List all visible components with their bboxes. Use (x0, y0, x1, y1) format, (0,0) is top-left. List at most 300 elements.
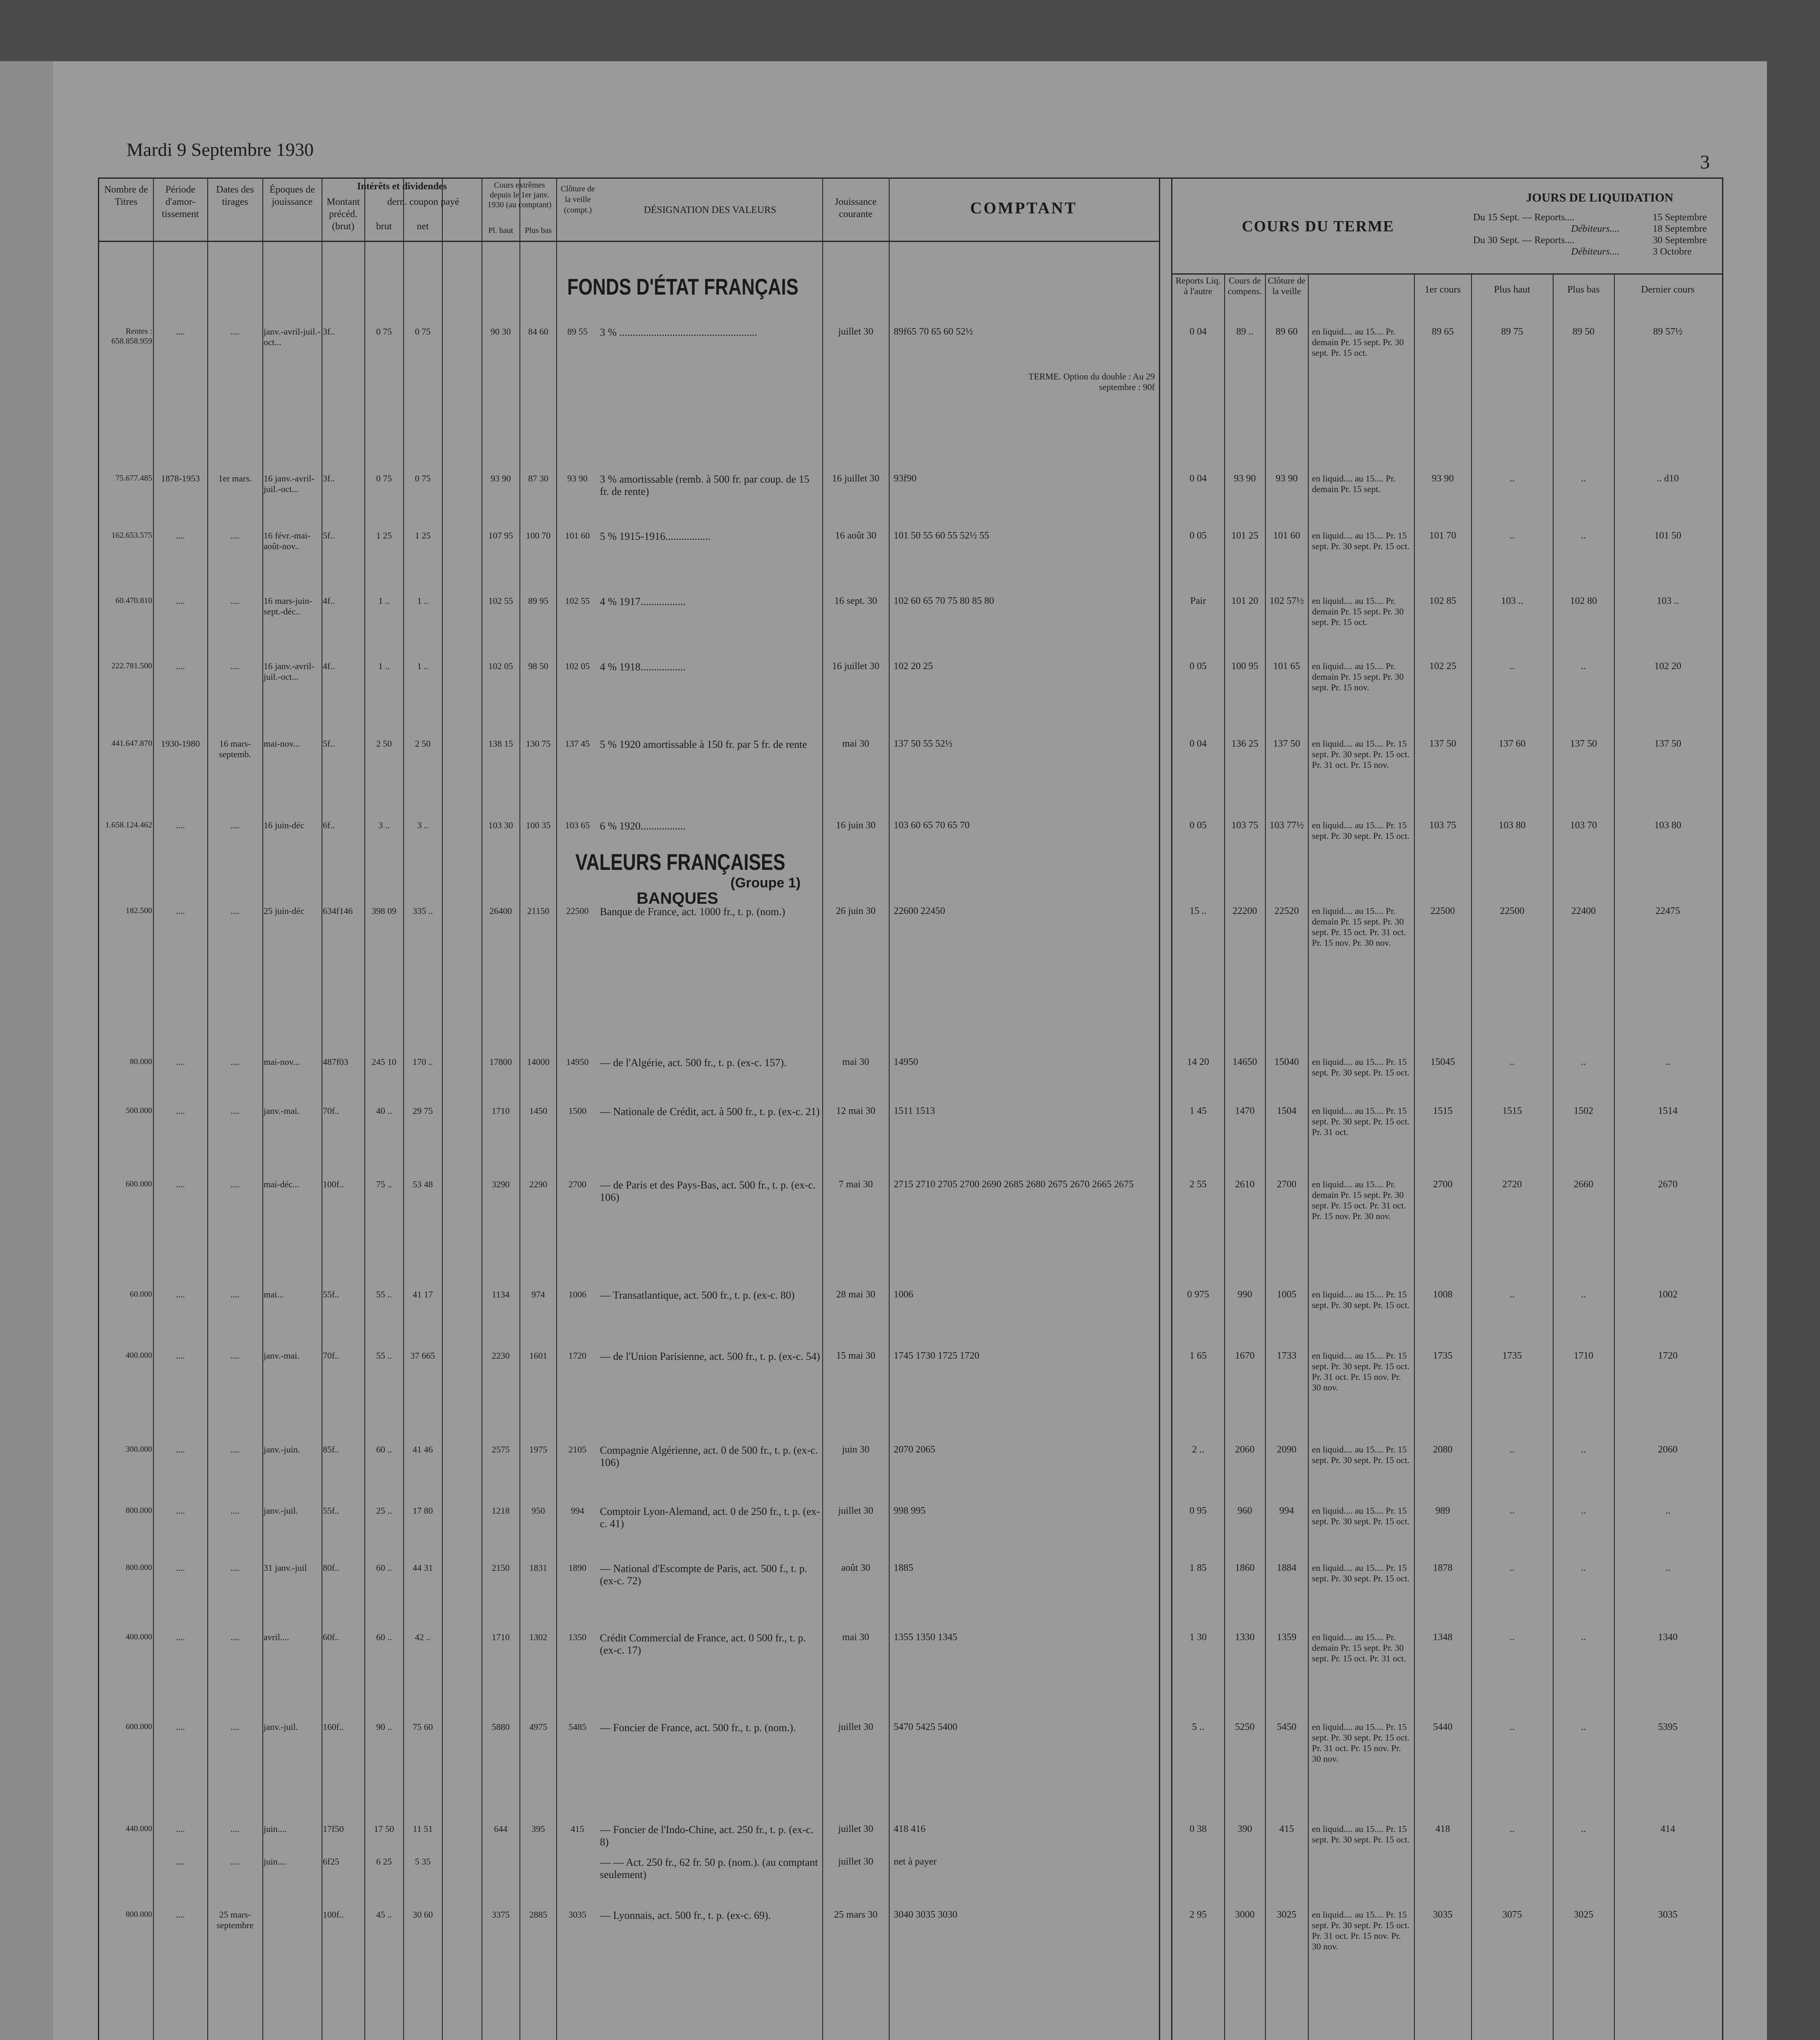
cell-dernier: 101 50 (1654, 530, 1681, 541)
cell-montant: 634f146 (323, 906, 353, 916)
cell-cloture: 1005 (1277, 1289, 1296, 1300)
cell-montant: 4f.. (323, 596, 335, 606)
cell-phaut: 2720 (1502, 1179, 1522, 1190)
cell-liq: en liquid.... au 15.... Pr. demain Pr. 15 sept. Pr. 30 sept. Pr. 15 nov. (1312, 661, 1404, 692)
cell-comptant: 2715 2710 2705 2700 2690 2685 2680 2675 2670 2665 2675 (894, 1179, 1134, 1190)
cell-epoques: mai-déc... (264, 1179, 300, 1189)
table-row (53, 530, 1767, 551)
cell-jouis: 16 juillet 30 (832, 661, 879, 672)
cell-nombre: 440.000 (126, 1824, 152, 1833)
cell-liq: en liquid.... au 15.... Pr. 15 sept. Pr. 30 sept. Pr. 15 oct. Pr. 31 oct. Pr. 15 nov. Pr. 30 nov. (1312, 1909, 1409, 1951)
cell-compens: 136 25 (1231, 738, 1258, 749)
cell-cloture: 101 65 (1273, 661, 1300, 672)
cell-pbas: 89 50 (1572, 326, 1595, 337)
table-row (53, 1057, 1767, 1078)
cell-dates: .... (231, 1057, 240, 1067)
cell-design: — National d'Escompte de Paris, act. 500 f., t. p. (ex-c. 72) (600, 1563, 807, 1587)
cell-montant: 160f.. (323, 1722, 344, 1732)
cell-net: 335 .. (413, 906, 433, 916)
cell-dates: .... (231, 1563, 240, 1573)
cell-periode: .... (176, 1350, 185, 1361)
cell-phaut: 89 75 (1501, 326, 1523, 337)
cell-clot: 1350 (568, 1632, 586, 1642)
col-cours-extremes: Cours extrêmes depuis le 1er janv. 1930 (au comptant) (487, 181, 552, 209)
cell-pbas: .. (1581, 1289, 1586, 1300)
cell-compens: 2060 (1235, 1444, 1255, 1455)
cell-compens: 14650 (1232, 1057, 1257, 1067)
cell-design: 4 % 1918................. (600, 661, 686, 673)
liquidation-l4v: 3 Octobre (1653, 246, 1692, 257)
cell-brut: 2 50 (376, 738, 392, 749)
cell-epoques: mai-nov... (264, 1057, 300, 1067)
cell-reports: 15 .. (1190, 906, 1207, 916)
cell-compens: 1470 (1235, 1106, 1255, 1116)
cell-periode: .... (176, 820, 185, 830)
cell-haut: 102 55 (488, 596, 513, 606)
cell-haut: 3375 (492, 1909, 510, 1920)
cell-brut: 398 09 (371, 906, 397, 916)
cell-design: — Nationale de Crédit, act. à 500 fr., t. p. (ex-c. 21) (600, 1106, 820, 1118)
cell-net: 170 .. (413, 1057, 433, 1067)
cell-dernier: 2670 (1658, 1179, 1678, 1190)
cell-phaut: .. (1509, 473, 1515, 484)
cell-clot: 1500 (568, 1106, 586, 1116)
cell-clot: 22500 (566, 906, 589, 916)
cell-pbas: 137 50 (1570, 738, 1597, 749)
cell-jouis: 16 sept. 30 (834, 596, 877, 606)
cell-design: — Transatlantique, act. 500 fr., t. p. (ex-c. 80) (600, 1289, 795, 1301)
cell-phaut: .. (1509, 1506, 1515, 1516)
cell-nombre: 800.000 (126, 1506, 152, 1515)
cell-compens: 101 20 (1231, 596, 1258, 606)
cell-epoques: janv.-juil. (264, 1722, 298, 1732)
table-row (53, 1106, 1767, 1137)
cell-epoques: 16 févr.-mai-août-nov.. (264, 530, 311, 551)
table-row (53, 1563, 1767, 1587)
cell-periode: .... (176, 1909, 185, 1920)
cell-clot: 994 (570, 1506, 584, 1516)
cell-net: 2 50 (415, 738, 431, 749)
cell-net: 42 .. (415, 1632, 431, 1642)
cell-nombre: Rentes : 658.858.959 (111, 327, 152, 346)
cell-cloture: 102 57½ (1270, 596, 1304, 606)
cell-liq: en liquid.... au 15.... Pr. 15 sept. Pr. 30 sept. Pr. 15 oct. (1312, 1506, 1409, 1526)
cell-dernier: .. (1665, 1057, 1670, 1067)
cell-haut: 2230 (492, 1350, 510, 1361)
cell-liq: en liquid.... au 15.... Pr. 15 sept. Pr. 30 sept. Pr. 15 oct. (1312, 1289, 1409, 1310)
cell-brut: 75 .. (376, 1179, 392, 1189)
cell-jouis: mai 30 (842, 1057, 869, 1067)
cell-premier: 5440 (1433, 1722, 1453, 1732)
cell-comptant: 93f90 (894, 473, 917, 484)
cell-premier: 3035 (1433, 1909, 1453, 1920)
cell-brut: 90 .. (376, 1722, 392, 1732)
cell-pbas: 3025 (1574, 1909, 1594, 1920)
cell-liq: en liquid.... au 15.... Pr. demain Pr. 15 sept. Pr. 30 sept. Pr. 15 oct. Pr. 31 oct. Pr. 15 nov. Pr. 30 nov. (1312, 906, 1406, 948)
cell-net: 75 60 (413, 1722, 433, 1732)
cell-comptant: 418 416 (894, 1824, 926, 1834)
liquidation-l2: Débiteurs.... (1571, 224, 1620, 234)
cell-comptant: 998 995 (894, 1506, 926, 1516)
cell-bas: 98 50 (528, 661, 548, 671)
cell-liq: en liquid.... au 15.... Pr. 15 sept. Pr. 30 sept. Pr. 15 oct. Pr. 31 oct. (1312, 1106, 1409, 1137)
cell-dates: 1er mars. (218, 473, 252, 483)
cell-clot: 93 90 (567, 473, 588, 483)
cell-cloture: 15040 (1274, 1057, 1299, 1067)
cell-premier: 2700 (1433, 1179, 1453, 1190)
cell-compens: 990 (1237, 1289, 1252, 1300)
cell-bas: 100 35 (526, 820, 551, 830)
cell-liq: en liquid.... au 15.... Pr. demain Pr. 15 sept. Pr. 30 sept. Pr. 15 oct. (1312, 326, 1404, 358)
cell-jouis: juillet 30 (838, 326, 873, 337)
cell-brut: 1 25 (376, 530, 392, 541)
cell-phaut: 1735 (1502, 1350, 1522, 1361)
cell-dernier: .. (1665, 1563, 1670, 1573)
cell-compens: 390 (1237, 1824, 1252, 1834)
cell-montant: 4f.. (323, 661, 335, 671)
cell-pbas: .. (1581, 1563, 1586, 1573)
cell-compens: 103 75 (1231, 820, 1258, 831)
cell-clot: 415 (570, 1824, 584, 1834)
cell-premier: 1878 (1433, 1563, 1453, 1573)
cell-design: 4 % 1917................. (600, 596, 686, 608)
cell-liq: en liquid.... au 15.... Pr. 15 sept. Pr. 30 sept. Pr. 15 oct. (1312, 1563, 1409, 1583)
cell-nombre: 800.000 (126, 1910, 152, 1919)
page-number: 3 (1700, 151, 1710, 173)
cell-periode: .... (176, 1444, 185, 1455)
cell-pbas: .. (1581, 1824, 1586, 1834)
cell-dernier: 2060 (1658, 1444, 1678, 1455)
cell-periode: .... (176, 1722, 185, 1732)
cell-comptant: 89f65 70 65 60 52½ (894, 326, 973, 337)
cell-bas: 89 95 (528, 596, 548, 606)
cell-pbas: .. (1581, 1506, 1586, 1516)
cell-comptant: 1745 1730 1725 1720 (894, 1350, 979, 1361)
cell-periode: 1930-1980 (161, 738, 200, 749)
cell-dernier: 3035 (1658, 1909, 1678, 1920)
col-plus-haut: Plus haut (1494, 284, 1530, 295)
cell-periode: .... (176, 661, 185, 671)
cell-phaut: 137 60 (1498, 738, 1526, 749)
cell-premier: 1348 (1433, 1632, 1453, 1643)
col-dernier-cours: Dernier cours (1641, 284, 1695, 295)
cell-jouis: 28 mai 30 (836, 1289, 875, 1300)
cell-dernier: 1002 (1658, 1289, 1678, 1300)
cell-nombre: 60.000 (130, 1290, 152, 1299)
cell-epoques: 16 juin-déc (264, 820, 304, 830)
cell-pbas: 1502 (1574, 1106, 1594, 1116)
liquidation-l3: Du 30 Sept. — Reports.... (1473, 235, 1575, 246)
cell-reports: 0 04 (1190, 473, 1207, 484)
cell-haut: 1218 (492, 1506, 510, 1516)
cell-epoques: mai-nov... (264, 738, 300, 749)
cell-dernier: 137 50 (1654, 738, 1681, 749)
cell-epoques: avril.... (264, 1632, 289, 1642)
cell-dernier: 103 .. (1657, 596, 1679, 606)
cell-dates: .... (231, 906, 240, 916)
cell-periode: .... (176, 1856, 185, 1867)
cell-phaut: .. (1509, 661, 1515, 672)
col-epoques: Époques de jouissance (269, 184, 315, 207)
cell-clot: 1006 (568, 1289, 586, 1299)
cell-net: 29 75 (413, 1106, 433, 1116)
section-valeurs-francaises: VALEURS FRANÇAISES (575, 849, 786, 875)
cell-compens: 5250 (1235, 1722, 1255, 1732)
cell-design: 5 % 1915-1916................. (600, 530, 710, 542)
cell-dernier: .. d10 (1657, 473, 1679, 484)
cell-montant: 85f.. (323, 1444, 340, 1455)
cell-premier: 102 85 (1429, 596, 1456, 606)
cell-dates: .... (231, 1632, 240, 1642)
cell-cloture: 1504 (1277, 1106, 1296, 1116)
cell-periode: .... (176, 1563, 185, 1573)
cell-design: Comptoir Lyon-Alemand, act. 0 de 250 fr., t. p. (ex-c. 41) (600, 1506, 820, 1530)
col-cloture-veille: Clôture de la veille (1267, 275, 1306, 296)
cell-brut: 6 25 (376, 1856, 392, 1867)
cell-net: 3 .. (417, 820, 428, 830)
liquidation-l4: Débiteurs.... (1571, 246, 1620, 257)
cell-premier: 1735 (1433, 1350, 1453, 1361)
table-row (53, 661, 1767, 692)
cell-epoques: 25 juin-déc (264, 906, 304, 916)
cell-design: — Foncier de l'Indo-Chine, act. 250 fr., t. p. (ex-c. 8) (600, 1824, 814, 1848)
cell-periode: .... (176, 326, 185, 337)
cell-pbas: 22400 (1571, 906, 1596, 916)
cell-clot: 102 05 (565, 661, 590, 671)
cell-jouis: 16 août 30 (835, 530, 877, 541)
cell-bas: 84 60 (528, 326, 548, 337)
cell-dates: .... (231, 1289, 240, 1299)
cell-compens: 89 .. (1236, 326, 1254, 337)
col-comptant: COMPTANT (970, 199, 1077, 217)
cell-premier: 101 70 (1429, 530, 1456, 541)
cell-compens: 93 90 (1234, 473, 1256, 484)
cell-reports: 0 05 (1190, 530, 1207, 541)
cell-dates: .... (231, 1106, 240, 1116)
cell-liq: en liquid.... au 15.... Pr. 15 sept. Pr. 30 sept. Pr. 15 oct. (1312, 1057, 1409, 1078)
table-row (53, 1289, 1767, 1310)
cell-comptant: 137 50 55 52½ (894, 738, 952, 749)
cell-phaut: .. (1509, 530, 1515, 541)
cell-brut: 55 .. (376, 1350, 392, 1361)
cell-pbas: .. (1581, 473, 1586, 484)
cell-jouis: 26 juin 30 (836, 906, 876, 916)
cell-net: 37 665 (410, 1350, 435, 1361)
cell-epoques: juin.... (264, 1824, 287, 1834)
table-row (53, 1722, 1767, 1764)
cell-reports: 0 04 (1190, 738, 1207, 749)
cell-premier: 22500 (1430, 906, 1455, 916)
cell-epoques: juin.... (264, 1856, 287, 1867)
cell-comptant: 2070 2065 (894, 1444, 935, 1455)
cell-design: — de l'Union Parisienne, act. 500 fr., t. p. (ex-c. 54) (600, 1350, 820, 1362)
cell-brut: 245 10 (371, 1057, 397, 1067)
cell-dates: .... (231, 1179, 240, 1189)
cell-montant: 5f.. (323, 738, 335, 749)
cell-montant: 487f03 (323, 1057, 348, 1067)
liquidation-l1: Du 15 Sept. — Reports.... (1473, 212, 1575, 223)
cell-comptant: 1006 (894, 1289, 913, 1300)
cell-nombre: 182.500 (126, 906, 152, 915)
cell-liq: en liquid.... au 15.... Pr. 15 sept. Pr. 30 sept. Pr. 15 oct. (1312, 1444, 1409, 1465)
cell-liq: en liquid.... au 15.... Pr. demain Pr. 15 sept. Pr. 30 sept. Pr. 15 oct. Pr. 31 oct. Pr. 15 nov. Pr. 30 nov. (1312, 1179, 1406, 1221)
cell-reports: 1 85 (1190, 1563, 1207, 1573)
col-dates: Dates des tirages (216, 184, 254, 207)
cell-clot: 137 45 (565, 738, 590, 749)
cell-montant: 100f.. (323, 1179, 344, 1189)
cell-liq: en liquid.... au 15.... Pr. demain Pr. 15 sept. (1312, 473, 1396, 494)
col-pl-haut: Pl. haut (488, 226, 513, 235)
cell-compens: 2610 (1235, 1179, 1255, 1190)
cell-haut: 103 30 (488, 820, 513, 830)
cell-dates: 25 mars-septembre (216, 1909, 254, 1930)
col-dern-coupon: dern. coupon payé (387, 197, 459, 207)
cell-design: — de l'Algérie, act. 500 fr., t. p. (ex-c. 157). (600, 1057, 787, 1069)
cell-reports: 1 45 (1190, 1106, 1207, 1116)
cell-bas: 395 (531, 1824, 545, 1834)
table-row (53, 1444, 1767, 1468)
cell-reports: 5 .. (1192, 1722, 1204, 1732)
cell-net: 30 60 (413, 1909, 433, 1920)
cell-nombre: 400.000 (126, 1632, 152, 1641)
col-cours-compens: Cours de compens. (1227, 275, 1262, 296)
cell-jouis: 12 mai 30 (836, 1106, 875, 1116)
cell-design: — Lyonnais, act. 500 fr., t. p. (ex-c. 69). (600, 1909, 771, 1921)
cell-brut: 0 75 (376, 326, 392, 337)
cell-pbas: .. (1581, 1057, 1586, 1067)
cell-brut: 25 .. (376, 1506, 392, 1516)
cell-clot: 101 60 (565, 530, 590, 541)
cell-liq: en liquid.... au 15.... Pr. demain Pr. 15 sept. Pr. 30 sept. Pr. 15 oct. (1312, 596, 1404, 627)
cell-haut: 1134 (492, 1289, 510, 1299)
cell-nombre: 75.677.485 (115, 474, 152, 483)
cell-dates: .... (231, 530, 240, 541)
cell-cloture: 1359 (1277, 1632, 1296, 1643)
cell-comptant: 1511 1513 (894, 1106, 935, 1116)
cell-pbas: 1710 (1574, 1350, 1594, 1361)
cell-periode: .... (176, 1057, 185, 1067)
cell-haut: 17800 (489, 1057, 512, 1067)
cell-dernier: 1514 (1658, 1106, 1678, 1116)
cell-periode: .... (176, 1824, 185, 1834)
cell-dernier: 103 80 (1654, 820, 1681, 831)
col-cours-terme: COURS DU TERME (1242, 218, 1394, 235)
col-nombre: Nombre de Titres (104, 184, 148, 207)
cell-design: Crédit Commercial de France, act. 0 500 fr., t. p. (ex-c. 17) (600, 1632, 806, 1656)
cell-brut: 60 .. (376, 1632, 392, 1642)
cell-nombre: 60.470.810 (115, 596, 152, 605)
cell-brut: 55 .. (376, 1289, 392, 1299)
cell-periode: 1878-1953 (161, 473, 200, 483)
cell-clot: 1890 (568, 1563, 586, 1573)
previous-page-edge (0, 61, 53, 2040)
cell-design: 5 % 1920 amortissable à 150 fr. par 5 fr. de rente (600, 738, 807, 750)
cell-haut: 93 90 (491, 473, 511, 483)
table-row (53, 738, 1767, 770)
cell-brut: 3 .. (378, 820, 390, 830)
col-designation: DÉSIGNATION DES VALEURS (644, 205, 777, 215)
cell-cloture: 415 (1279, 1824, 1294, 1834)
cell-jouis: 16 juin 30 (836, 820, 876, 831)
table-row (53, 1506, 1767, 1530)
cell-cloture: 2090 (1277, 1444, 1296, 1455)
page-date: Mardi 9 Septembre 1930 (127, 139, 314, 160)
cell-jouis: 16 juillet 30 (832, 473, 879, 484)
cell-bas: 1450 (529, 1106, 547, 1116)
cell-reports: 0 05 (1190, 661, 1207, 672)
liquidation-l1v: 15 Septembre (1653, 212, 1707, 223)
cell-net: 11 51 (413, 1824, 433, 1834)
cell-compens: 100 95 (1231, 661, 1258, 672)
cell-montant: 6f.. (323, 820, 335, 830)
cell-net: 44 31 (413, 1563, 433, 1573)
cell-premier: 1008 (1433, 1289, 1453, 1300)
section-banques: BANQUES (637, 889, 719, 907)
cell-premier: 418 (1435, 1824, 1450, 1834)
cell-montant: 3f.. (323, 473, 335, 483)
cell-compens: 22200 (1232, 906, 1257, 916)
cell-phaut: .. (1509, 1057, 1515, 1067)
cell-comptant: 101 50 55 60 55 52½ 55 (894, 530, 989, 541)
cell-comptant: 3040 3035 3030 (894, 1909, 957, 1920)
col-net: net (417, 221, 429, 232)
cell-jouis: 25 mars 30 (834, 1909, 878, 1920)
col-cloture: Clôture de la veille (compt.) (561, 184, 595, 215)
cell-design: Banque de France, act. 1000 fr., t. p. (nom.) (600, 906, 786, 918)
cell-brut: 1 .. (378, 596, 390, 606)
cell-jouis: juillet 30 (838, 1722, 873, 1732)
cell-clot: 2105 (568, 1444, 586, 1455)
liquidation-l3v: 30 Septembre (1653, 235, 1707, 246)
cell-reports: 0 95 (1190, 1506, 1207, 1516)
cell-pbas: 102 80 (1570, 596, 1597, 606)
cell-brut: 60 .. (376, 1444, 392, 1455)
cell-epoques: janv.-avril-juil.-oct... (264, 326, 321, 347)
cell-pbas: .. (1581, 1632, 1586, 1643)
cell-bas: 1975 (529, 1444, 547, 1455)
cell-cloture: 93 90 (1276, 473, 1298, 484)
cell-haut: 1710 (492, 1632, 510, 1642)
cell-dates: .... (231, 1444, 240, 1455)
cell-premier: 89 65 (1432, 326, 1454, 337)
cell-reports: 1 65 (1190, 1350, 1207, 1361)
cell-epoques: 16 mars-juin-sept.-déc.. (264, 596, 313, 616)
cell-clot: 103 65 (565, 820, 590, 830)
cell-bas: 2885 (529, 1909, 547, 1920)
cell-periode: .... (176, 1106, 185, 1116)
cell-design: 3 % .................................................... (600, 326, 757, 338)
cell-compens: 1670 (1235, 1350, 1255, 1361)
cell-comptant: 102 20 25 (894, 661, 933, 672)
cell-haut: 26400 (489, 906, 512, 916)
cell-premier: 137 50 (1429, 738, 1456, 749)
cell-nombre: 600.000 (126, 1722, 152, 1731)
cell-comptant: 1355 1350 1345 (894, 1632, 957, 1643)
cell-premier: 103 75 (1429, 820, 1456, 831)
cell-montant: 3f.. (323, 326, 335, 337)
cell-epoques: janv.-juil. (264, 1506, 298, 1516)
cell-brut: 40 .. (376, 1106, 392, 1116)
cell-montant: 6f25 (323, 1856, 340, 1867)
cell-reports: 1 30 (1190, 1632, 1207, 1643)
cell-premier: 15045 (1430, 1057, 1455, 1067)
cell-jouis: mai 30 (842, 738, 869, 749)
col-premier-cours: 1er cours (1425, 284, 1461, 295)
table-row (53, 1350, 1767, 1393)
cell-liq: en liquid.... au 15.... Pr. 15 sept. Pr. 30 sept. Pr. 15 oct. (1312, 1824, 1409, 1845)
cell-phaut: .. (1509, 1563, 1515, 1573)
cell-epoques: mai... (264, 1289, 284, 1299)
